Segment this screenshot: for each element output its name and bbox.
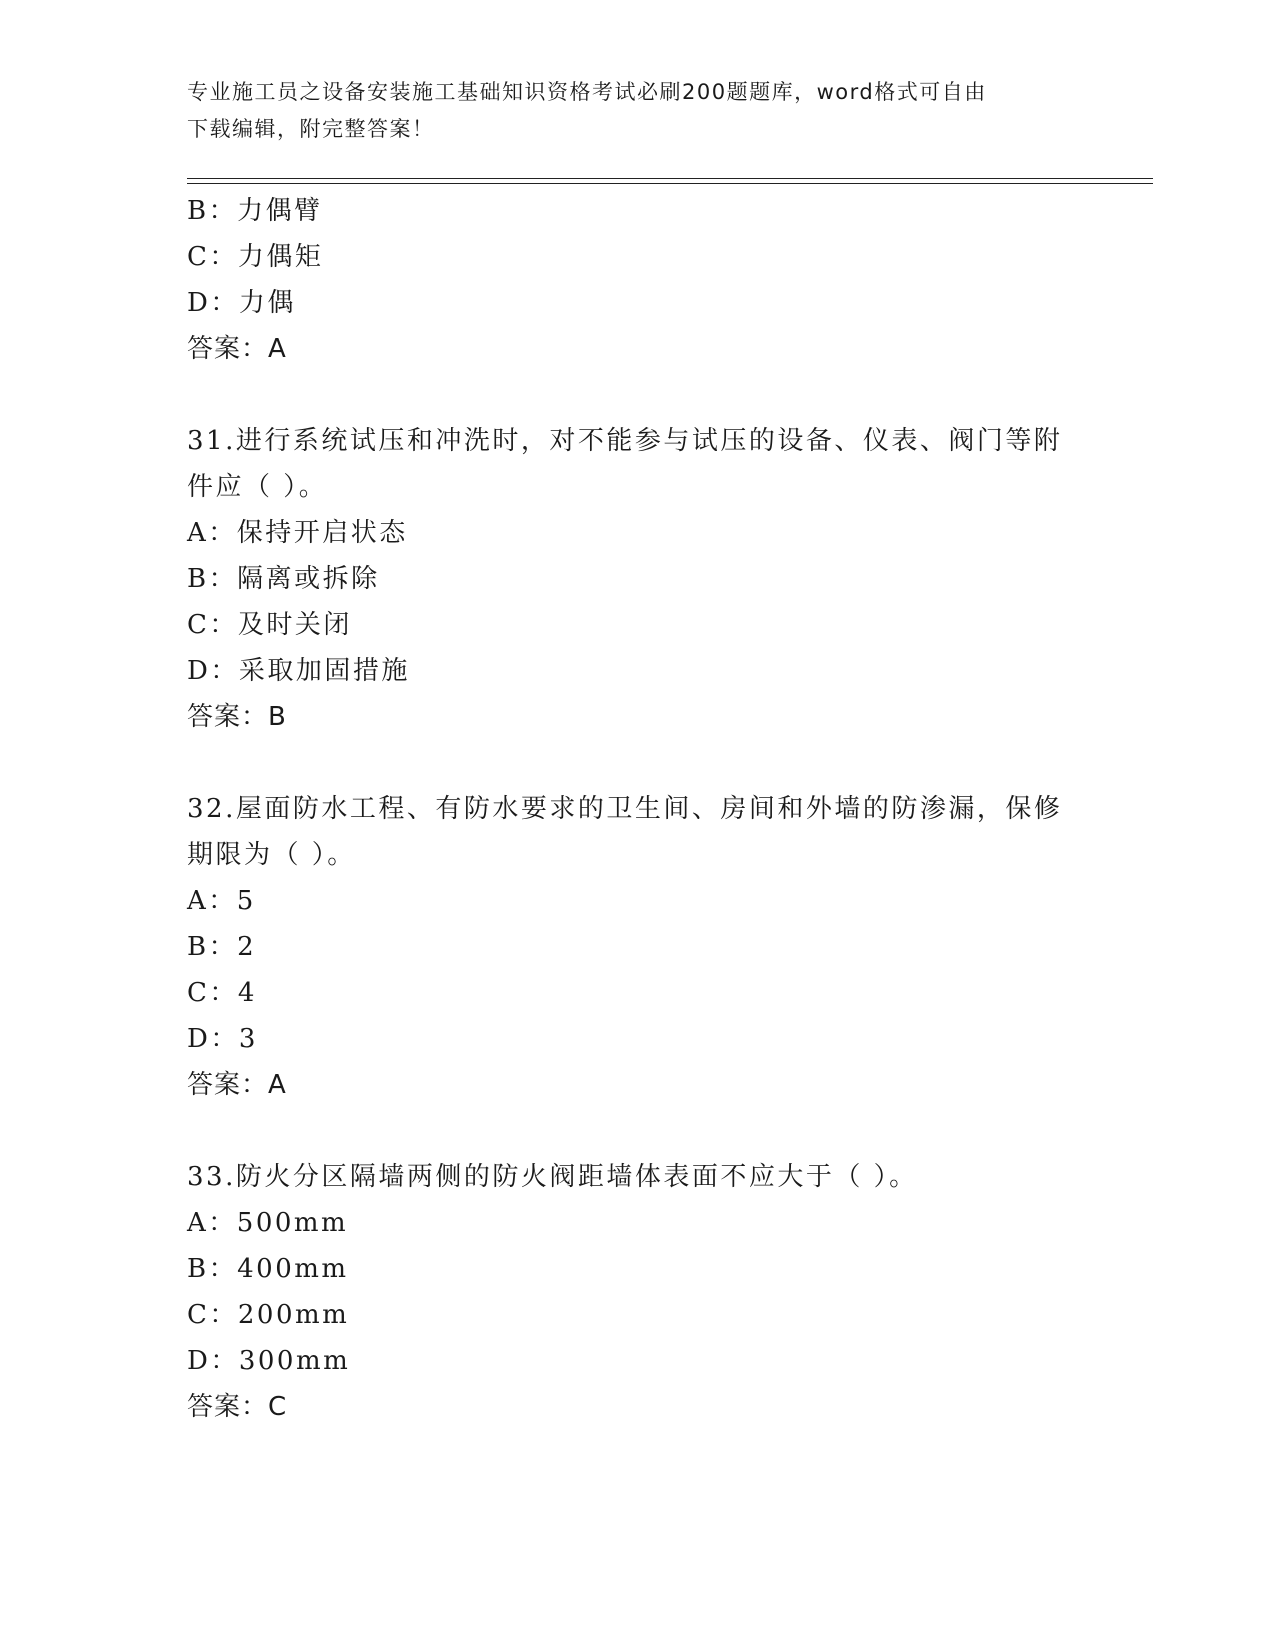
option-b: B：隔离或拆除	[187, 564, 380, 594]
option-c: C：200mm	[187, 1300, 350, 1330]
document-body	[187, 188, 1087, 1430]
option-c: C：及时关闭	[187, 610, 352, 640]
question-33	[187, 1154, 1087, 1430]
question-31	[187, 418, 1087, 740]
option-d: D：3	[187, 1024, 258, 1054]
option-b: B：力偶臂	[187, 196, 323, 226]
answer: 答案：C	[187, 1392, 288, 1422]
option-a: A：保持开启状态	[187, 518, 408, 548]
document-header	[187, 74, 1067, 148]
question-stem: 33.防火分区隔墙两侧的防火阀距墙体表面不应大于（ ）。	[187, 1162, 918, 1192]
question-stem-line-2: 件应（ ）。	[187, 472, 328, 502]
question-stem-line-2: 期限为（ ）。	[187, 840, 356, 870]
answer: 答案：A	[187, 1070, 287, 1100]
option-b: B：400mm	[187, 1254, 349, 1284]
answer: 答案：B	[187, 702, 287, 732]
option-d: D：300mm	[187, 1346, 351, 1376]
option-b: B：2	[187, 932, 257, 962]
header-divider-top	[187, 178, 1153, 179]
header-line-2: 下载编辑，附完整答案！	[187, 117, 435, 141]
question-32	[187, 786, 1087, 1108]
answer: 答案：A	[187, 334, 287, 364]
option-a: A：5	[187, 886, 256, 916]
option-a: A：500mm	[187, 1208, 349, 1238]
option-d: D：采取加固措施	[187, 656, 410, 686]
continued-question	[187, 188, 1087, 372]
option-c: C：力偶矩	[187, 242, 324, 272]
option-c: C：4	[187, 978, 257, 1008]
question-stem-line-1: 32.屋面防水工程、有防水要求的卫生间、房间和外墙的防渗漏，保修	[187, 794, 1063, 824]
question-stem-line-1: 31.进行系统试压和冲洗时，对不能参与试压的设备、仪表、阀门等附	[187, 426, 1063, 456]
option-d: D：力偶	[187, 288, 296, 318]
header-line-1: 专业施工员之设备安装施工基础知识资格考试必刷200题题库，word格式可自由	[187, 80, 987, 104]
header-divider-bottom	[187, 183, 1153, 184]
